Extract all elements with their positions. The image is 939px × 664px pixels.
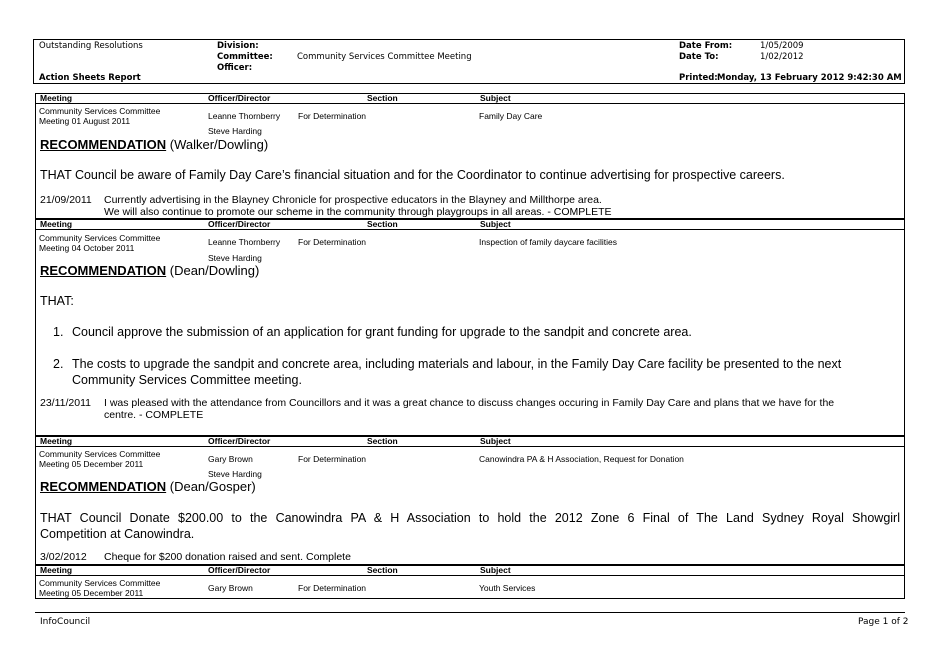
col-officer: Officer/Director xyxy=(208,436,271,446)
col-meeting: Meeting xyxy=(40,436,73,446)
committee-label: Committee: xyxy=(217,52,273,62)
col-section: Section xyxy=(367,93,398,103)
subject-value: Family Day Care xyxy=(479,111,543,121)
col-subject: Subject xyxy=(480,565,511,575)
committee-value: Community Services Committee Meeting xyxy=(297,52,472,62)
action-item-4 xyxy=(35,576,905,599)
column-header-row xyxy=(35,565,905,576)
officer-name: Gary Brown xyxy=(208,454,253,464)
meeting-name: Community Services Committee xyxy=(39,233,161,243)
meeting-name: Community Services Committee xyxy=(39,106,161,116)
col-subject: Subject xyxy=(480,93,511,103)
meeting-date: Meeting 04 October 2011 xyxy=(39,243,135,253)
resolution-that: THAT: xyxy=(40,294,74,308)
column-header-row xyxy=(35,93,905,104)
col-meeting: Meeting xyxy=(40,93,73,103)
col-subject: Subject xyxy=(480,436,511,446)
officer-label: Officer: xyxy=(217,63,253,73)
division-label: Division: xyxy=(217,41,259,51)
point-text: The costs to upgrade the sandpit and concrete area, including materials and labour, in the Family Day Care facility be presented to the next xyxy=(72,357,842,371)
meeting-name: Community Services Committee xyxy=(39,449,161,459)
resolution-text: Competition at Canowindra. xyxy=(40,527,195,541)
recommendation-movers: (Dean/Dowling) xyxy=(166,263,260,278)
footer-app-name: InfoCouncil xyxy=(40,617,91,627)
date-to-label: Date To: xyxy=(679,52,719,62)
note-date: 23/11/2011 xyxy=(40,397,91,409)
action-item-3 xyxy=(35,447,905,565)
date-to-value: 1/02/2012 xyxy=(760,52,804,62)
col-meeting: Meeting xyxy=(40,219,73,229)
section-value: For Determination xyxy=(298,237,367,247)
printed-value: Monday, 13 February 2012 9:42:30 AM xyxy=(717,73,902,83)
col-subject: Subject xyxy=(480,219,511,229)
date-from-label: Date From: xyxy=(679,41,733,51)
note-text: Cheque for $200 donation raised and sent. Complete xyxy=(104,551,351,563)
note-text: I was pleased with the attendance from Councillors and it was a great chance to discuss changes occuring in Family Day Care and plans that we have for the xyxy=(104,397,835,409)
officer-name: Leanne Thornberry xyxy=(208,111,281,121)
recommendation-movers: (Dean/Gosper) xyxy=(166,479,256,494)
recommendation-label: RECOMMENDATION xyxy=(40,137,167,152)
col-meeting: Meeting xyxy=(40,565,73,575)
column-header-row xyxy=(35,436,905,447)
recommendation-label: RECOMMENDATION xyxy=(40,479,167,494)
meeting-date: Meeting 05 December 2011 xyxy=(39,459,144,469)
subject-value: Inspection of family daycare facilities xyxy=(479,237,617,247)
recommendation-movers: (Walker/Dowling) xyxy=(166,137,269,152)
col-section: Section xyxy=(367,219,398,229)
section-value: For Determination xyxy=(298,111,367,121)
note-text: We will also continue to promote our scheme in the community through playgroups in all areas. - COMPLETE xyxy=(104,206,612,218)
note-date: 21/09/2011 xyxy=(40,194,92,206)
note-text: Currently advertising in the Blayney Chronicle for prospective educators in the Blayney and Millthorpe area. xyxy=(104,194,602,206)
report-name: Action Sheets Report xyxy=(39,73,141,83)
recommendation-heading xyxy=(40,137,268,153)
recommendation-heading xyxy=(40,263,259,279)
officer-name: Leanne Thornberry xyxy=(208,237,281,247)
point-number: 2. xyxy=(53,357,64,371)
col-section: Section xyxy=(367,436,398,446)
director-name: Steve Harding xyxy=(208,126,262,136)
point-text: Council approve the submission of an application for grant funding for upgrade to the sandpit and concrete area. xyxy=(72,325,692,339)
subject-value: Youth Services xyxy=(479,583,536,593)
director-name: Steve Harding xyxy=(208,253,262,263)
col-officer: Officer/Director xyxy=(208,219,271,229)
note-date: 3/02/2012 xyxy=(40,551,87,563)
page-number: Page 1 of 2 xyxy=(858,617,909,627)
resolution-text: THAT Council be aware of Family Day Care’s financial situation and for the Coordinator to continue advertising for prospective careers. xyxy=(40,168,785,182)
meeting-date: Meeting 01 August 2011 xyxy=(39,116,131,126)
point-text: Community Services Committee meeting. xyxy=(72,373,302,387)
director-name: Steve Harding xyxy=(208,469,262,479)
footer-divider xyxy=(35,612,905,613)
point-number: 1. xyxy=(53,325,64,339)
section-value: For Determination xyxy=(298,454,367,464)
col-officer: Officer/Director xyxy=(208,565,271,575)
section-value: For Determination xyxy=(298,583,367,593)
note-text: centre. - COMPLETE xyxy=(104,409,204,421)
date-from-value: 1/05/2009 xyxy=(760,41,804,51)
recommendation-label: RECOMMENDATION xyxy=(40,263,167,278)
column-header-row xyxy=(35,219,905,230)
recommendation-heading xyxy=(40,479,256,495)
col-section: Section xyxy=(367,565,398,575)
meeting-name: Community Services Committee xyxy=(39,578,161,588)
printed-label: Printed: xyxy=(679,73,718,83)
col-officer: Officer/Director xyxy=(208,93,271,103)
report-type: Outstanding Resolutions xyxy=(39,41,143,51)
resolution-text: THAT Council Donate $200.00 to the Canowindra PA & H Association to hold the 2012 Zone 6 Final of The Land Sydney Royal Showgirl xyxy=(40,511,900,525)
meeting-date: Meeting 05 December 2011 xyxy=(39,588,144,598)
subject-value: Canowindra PA & H Association, Request for Donation xyxy=(479,454,684,464)
officer-name: Gary Brown xyxy=(208,583,253,593)
